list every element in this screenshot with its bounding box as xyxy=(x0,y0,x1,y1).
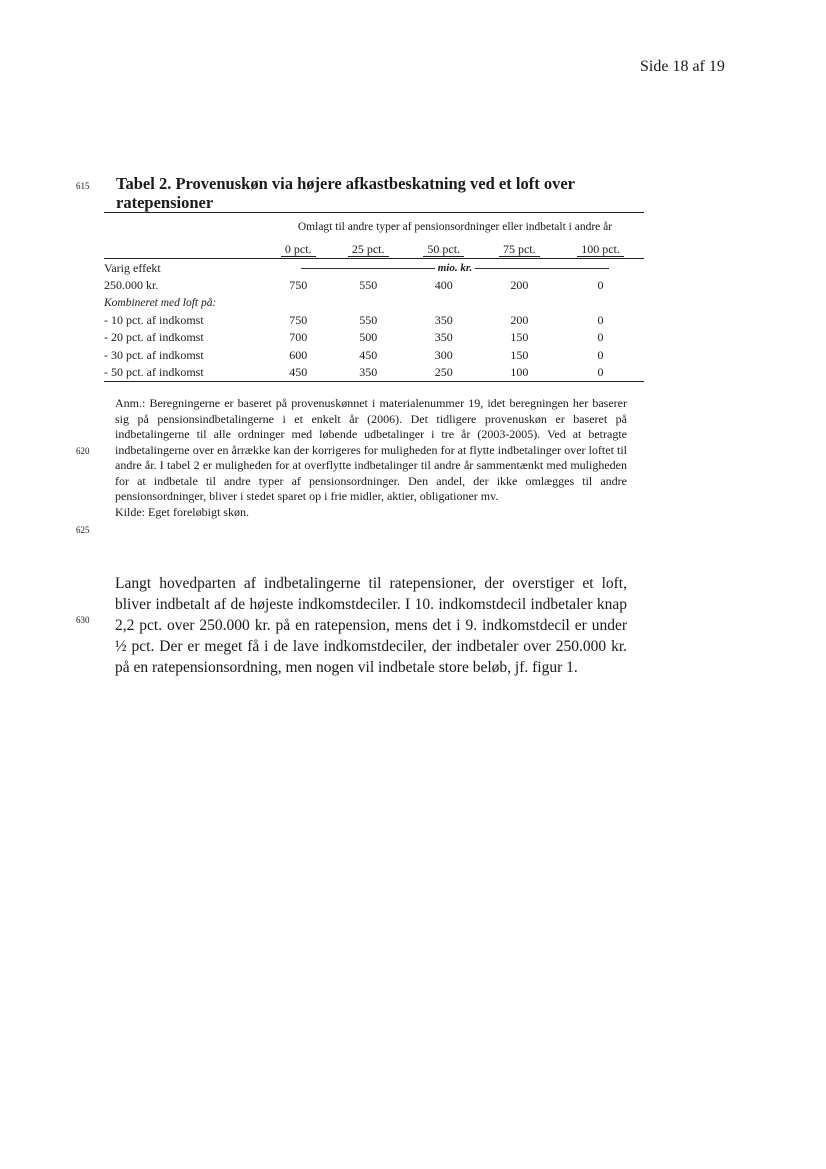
page-number: Side 18 af 19 xyxy=(640,58,725,75)
line-number: 625 xyxy=(76,525,90,535)
table-row xyxy=(104,259,644,278)
table-row xyxy=(104,277,644,294)
table-row xyxy=(104,295,644,312)
table-row xyxy=(104,346,644,363)
table-cell: 0 xyxy=(597,330,604,345)
table-cell: 400 xyxy=(434,278,453,293)
table-cell: 300 xyxy=(434,347,453,362)
table-cell: 550 xyxy=(359,313,378,328)
table-title: Tabel 2. Provenuskøn via højere afkastbeskatning ved et loft over ratepensioner xyxy=(116,174,575,212)
table-cell: 600 xyxy=(289,347,308,362)
line-number: 615 xyxy=(76,181,90,191)
column-header: 75 pct. xyxy=(499,242,540,257)
table-row xyxy=(104,329,644,346)
table-cell: 750 xyxy=(289,278,308,293)
line-number: 620 xyxy=(76,446,90,456)
note-text: Anm.: Beregningerne er baseret på provenuskønnet i materialenummer 19, idet beregningen her baserer sig på pensionsindbetalingerne i et enkelt år (2006). Det tidligere provenuskøn er baseret på indbetalingerne til alle ordninger med løbende udbetalinger i tre år (2003-2005). Ved at betragte indbetalingerne over en årrække kan der korrigeres for muligheden for at flytte indbetalinger over loftet til andre år. I tabel 2 er muligheden for at overflytte indbetalinger til andre år sammentænkt med muligheden for at indbetale til andre typer af pensionsordninger. Den andel, der ikke omlægges til andre pensionsordninger, bliver i stedet sparet op i frie midler, aktier, obligationer mv. xyxy=(115,396,627,503)
table-cell: 200 xyxy=(510,313,529,328)
table-cell: 450 xyxy=(359,347,378,362)
body-paragraph xyxy=(115,573,627,678)
span-header: Omlagt til andre typer af pensionsordninger eller indbetalt i andre år xyxy=(266,213,644,242)
table-row xyxy=(104,364,644,382)
data-table xyxy=(104,212,644,382)
table-cell: 350 xyxy=(434,313,453,328)
paragraph-text: Langt hovedparten af indbetalingerne til ratepensioner, der overstiger et loft, bliver indbetalt af de højeste indkomstdeciler. I 10. indkomstdecil indbetaler knap 2,2 pct. over 250.000 kr. på en ratepension, mens det i 9. indkomstdecil er under ½ pct. Der er meget få i de lave indkomstdeciler, der indbetaler over 250.000 kr. på en ratepensionsordning, men nogen vil indbetale store beløb, jf. figur 1. xyxy=(115,575,627,676)
row-label: 250.000 kr. xyxy=(104,278,159,293)
column-header: 0 pct. xyxy=(281,242,316,257)
table-cell: 450 xyxy=(266,364,330,382)
table-row xyxy=(104,312,644,329)
table-cell: 0 xyxy=(597,313,604,328)
row-label: Varig effekt xyxy=(104,260,161,275)
source-text: Kilde: Eget foreløbigt skøn. xyxy=(115,504,249,519)
row-label: - 50 pct. af indkomst xyxy=(104,364,266,382)
table-cell: 100 xyxy=(482,364,558,382)
row-label: - 10 pct. af indkomst xyxy=(104,313,204,328)
table-cell: 0 xyxy=(597,278,604,293)
table-cell: 150 xyxy=(510,330,529,345)
table-cell: 0 xyxy=(597,347,604,362)
table-cell: 200 xyxy=(510,278,529,293)
table-cell: 350 xyxy=(330,364,406,382)
column-header: 100 pct. xyxy=(577,242,624,257)
table-note xyxy=(115,396,627,520)
line-number: 630 xyxy=(76,615,90,625)
column-header-row xyxy=(104,241,644,259)
table-cell: 0 xyxy=(557,364,644,382)
column-header: 50 pct. xyxy=(423,242,464,257)
row-label: Kombineret med loft på: xyxy=(104,296,217,309)
row-label: - 30 pct. af indkomst xyxy=(104,347,204,362)
table-cell: 150 xyxy=(510,347,529,362)
row-label: - 20 pct. af indkomst xyxy=(104,330,204,345)
table-cell: 500 xyxy=(359,330,378,345)
table-cell: 250 xyxy=(406,364,482,382)
column-header: 25 pct. xyxy=(348,242,389,257)
table-cell: 700 xyxy=(289,330,308,345)
table-cell: 750 xyxy=(289,313,308,328)
unit-label: mio. kr. xyxy=(266,259,644,278)
table-cell: 550 xyxy=(359,278,378,293)
table-cell: 350 xyxy=(434,330,453,345)
